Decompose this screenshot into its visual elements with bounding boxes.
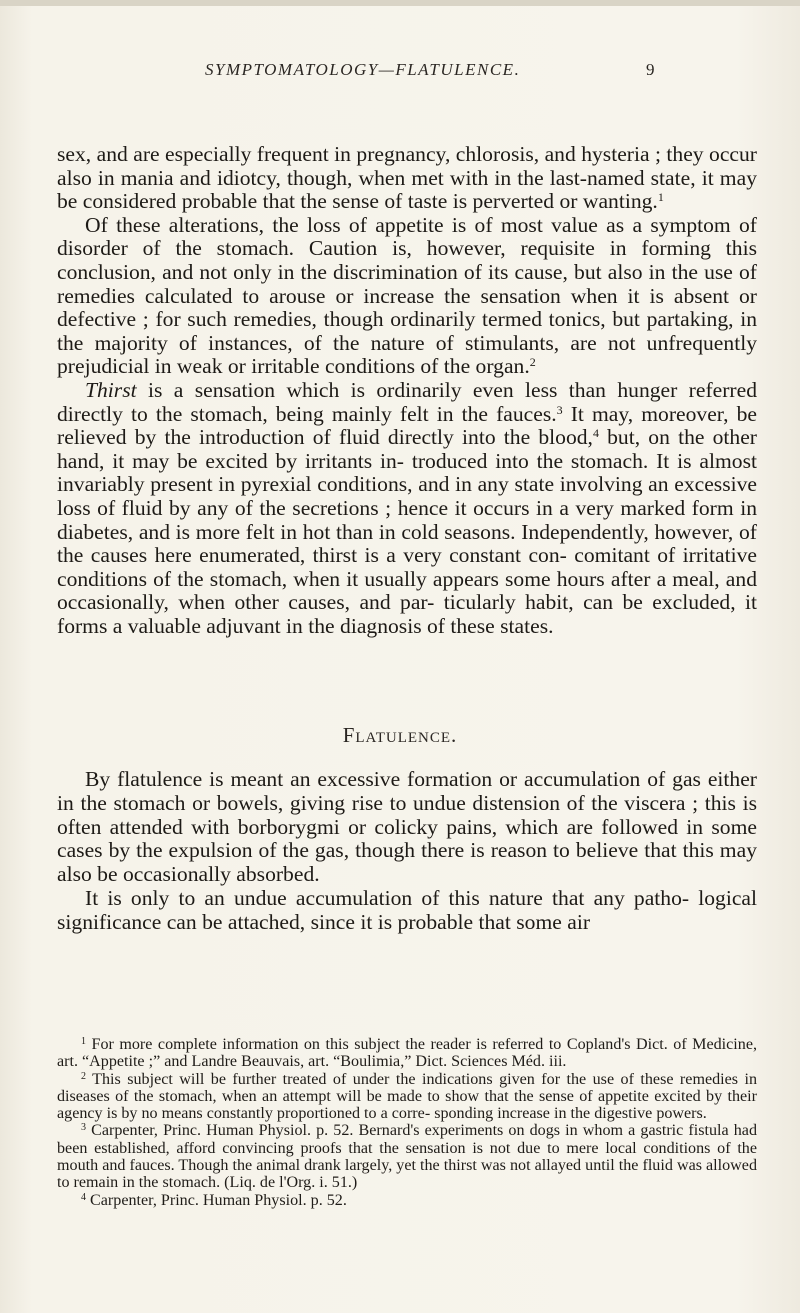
footnote-ref-1: 1 bbox=[657, 190, 664, 205]
footnote-ref-3: 3 bbox=[556, 402, 563, 417]
paragraph-flatulence-significance: It is only to an undue accumulation of this nature that any patho- logical significance can be attached, since it is probable that some air bbox=[57, 885, 757, 934]
footnote-1: $^1$ For more complete information on this subject the reader is referred to Copland's Dict. of Medicine, art. “Appetite ;” and Landre Beauvais, art. “Boulimia,” Dict. Sciences Méd. iii. bbox=[57, 1036, 757, 1071]
body-text-lower bbox=[57, 768, 757, 935]
paragraph-thirst: Thirst is a sensation which is ordinarily even less than hunger referred directly to the stomach, being mainly felt in the fauces.$^3$ It may, moreover, be relieved by the introduction of fluid directly into the blood,$^4$ but, on the other hand, it may be excited by irritants in- troduced into the stomach. It is almost invariably present in pyrexial conditions, and in any state involving an excessive loss of fluid by any of the secretions ; hence it occurs in a very marked form in diabetes, and is more felt in hot than in cold seasons. Independently, however, of the causes here enumerated, thirst is a very constant con- comitant of irritative conditions of the stomach, when it usually appears some hours after a meal, and occasionally, when other causes, and par- ticularly habit, can be excluded, it forms a valuable adjuvant in the diagnosis of these states. bbox=[57, 377, 757, 638]
section-heading: Flatulence. bbox=[342, 723, 458, 747]
footnote-4: $^4$ Carpenter, Princ. Human Physiol. p. 52. bbox=[81, 1191, 347, 1209]
running-title: SYMPTOMATOLOGY—FLATULENCE. bbox=[205, 60, 521, 79]
footnotes bbox=[57, 1036, 757, 1209]
paragraph-flatulence-definition: By flatulence is meant an excessive formation or accumulation of gas either in the stomach or bowels, giving rise to undue distension of the viscera ; this is often attended with borborygmi or colicky pains, which are followed in some cases by the expulsion of the gas, though there is reason to believe that this may also be occasionally absorbed. bbox=[57, 767, 757, 887]
page-number: 9 bbox=[646, 60, 655, 79]
footnote-3: $^3$ Carpenter, Princ. Human Physiol. p. 52. Bernard's experiments on dogs in whom a gastric fistula had been established, afford convincing proofs that the sensation is not due to mere local conditions of the mouth and fauces. Though the animal drank largely, yet the thirst was not allayed until the fluid was allowed to remain in the stomach. (Liq. de l'Org. i. 51.) bbox=[57, 1122, 757, 1192]
footnote-ref-4: 4 bbox=[592, 426, 599, 441]
footnote-2: $^2$ This subject will be further treated of under the indications given for the use of these remedies in diseases of the stomach, when an attempt will be made to show that the sense of appetite excited by their agency is by no means constantly proportioned to a corre- sponding increase in the digestive powers. bbox=[57, 1070, 758, 1123]
paragraph-appetite: Of these alterations, the loss of appetite is of most value as a symptom of disorder of the stomach. Caution is, however, requisite in forming this conclusion, and not only in the discrimination of its cause, but also in the use of remedies calculated to arouse or increase the sensation when it is absent or defective ; for such remedies, though ordinarily termed tonics, but partaking, in the majority of instances, of the nature of stimulants, are not unfrequently prejudicial in weak or irritable conditions of the organ.$^2$ bbox=[57, 212, 757, 379]
body-text-upper bbox=[57, 143, 757, 638]
page-top-edge bbox=[0, 0, 800, 6]
paragraph-continuation: sex, and are especially frequent in pregnancy, chlorosis, and hysteria ; they occur also in mania and idiotcy, though, when met with in the last-named state, it may be considered probable that the sense of taste is perverted or wanting.$^1$ bbox=[57, 142, 757, 214]
term-thirst: Thirst bbox=[85, 377, 137, 402]
footnote-ref-2: 2 bbox=[529, 355, 536, 370]
